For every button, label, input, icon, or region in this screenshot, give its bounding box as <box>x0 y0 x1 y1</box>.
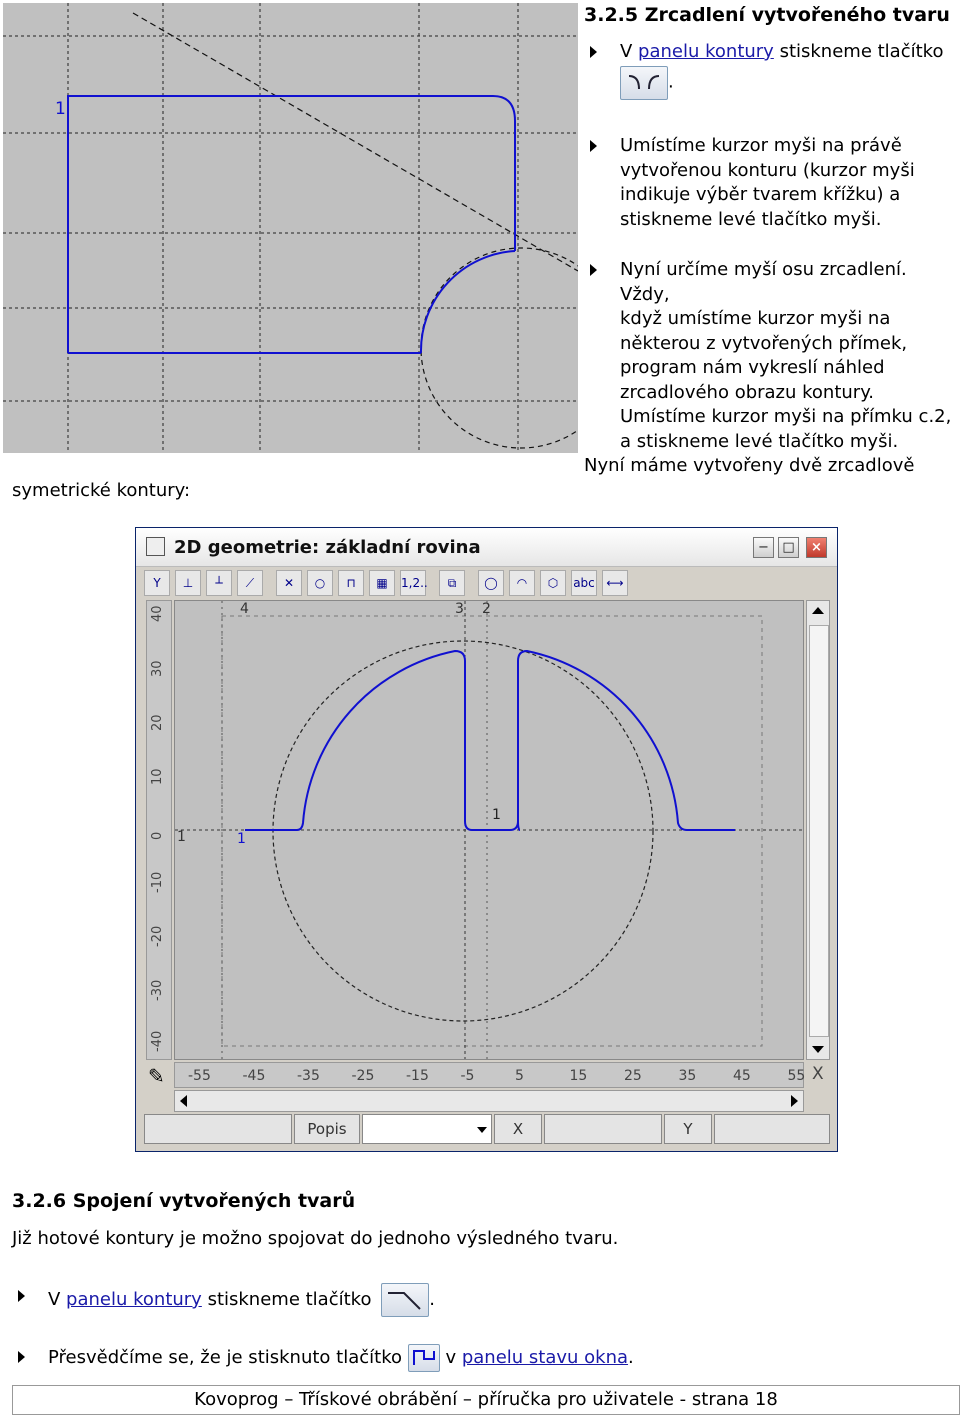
toolbar-button-11[interactable]: ◠ <box>509 570 535 596</box>
toolbar-button-5[interactable]: ○ <box>307 570 333 596</box>
close-button[interactable]: × <box>806 537 827 558</box>
contour-state-icon <box>408 1344 440 1372</box>
bullet-arrow-icon <box>590 264 597 276</box>
join-tool-icon <box>381 1283 429 1317</box>
maximize-button[interactable]: □ <box>778 537 799 558</box>
right-contour <box>472 651 735 830</box>
window-titlebar[interactable] <box>136 528 837 567</box>
section2-bullet-2: Přesvědčíme se, že je stisknuto tlačítko v panelu stavu okna. <box>48 1344 634 1372</box>
scroll-thumb[interactable] <box>809 625 829 1037</box>
plot-label-l1a: 1 <box>177 829 186 845</box>
x-coordinate-field <box>544 1114 662 1144</box>
toolbar-button-6[interactable]: ⊓ <box>338 570 364 596</box>
scroll-down-icon[interactable] <box>812 1046 824 1053</box>
pencil-icon[interactable]: ✎ <box>148 1064 165 1088</box>
bullet-3-text: Nyní určíme myší osu zrcadlení. Vždy, když umístíme kurzor myši na některou z vytvořených přímek, program nám vykreslí náhled zrcadlového obrazu kontury. Umístíme kurzor myši na přímku c.2, a stiskneme levé tlačítko myši. <box>620 259 952 452</box>
scroll-right-icon[interactable] <box>791 1095 798 1107</box>
dashed-circle <box>273 641 653 1021</box>
result-text-line1: Nyní máme vytvořeny dvě zrcadlově <box>584 455 915 476</box>
y-tick-label: 0 <box>150 831 165 840</box>
toolbar-button-12[interactable]: ⬡ <box>540 570 566 596</box>
toolbar-button-4[interactable]: ✕ <box>276 570 302 596</box>
toolbar-button-0[interactable]: Y <box>144 570 170 596</box>
contour-label: 1 <box>55 99 66 119</box>
y-tick-label: 30 <box>150 660 165 677</box>
section-heading-3-2-5: 3.2.5 Zrcadlení vytvořeného tvaru <box>584 4 950 26</box>
x-tick-label: -5 <box>460 1068 475 1084</box>
bullet-1-text: V panelu kontury stiskneme tlačítko <box>620 41 944 62</box>
plot-area <box>174 600 804 1060</box>
y-tick-label: -10 <box>150 871 165 893</box>
y-tick-label: -30 <box>150 979 165 1001</box>
plot-label-l1c: 1 <box>492 807 501 823</box>
x-tick-label: 5 <box>515 1068 524 1084</box>
page-footer: Kovoprog – Třískové obrábění – příručka pro uživatele - strana 18 <box>12 1385 960 1415</box>
popis-select[interactable] <box>362 1114 492 1144</box>
y-tick-label: 40 <box>150 605 165 622</box>
status-empty <box>144 1114 292 1144</box>
x-tick-label: -45 <box>242 1068 266 1084</box>
x-coordinate-label: X <box>494 1114 542 1144</box>
toolbar-button-8[interactable]: 1,2.. <box>400 570 426 596</box>
y-tick-label: -40 <box>150 1030 165 1052</box>
mirror-tool-icon <box>620 66 668 100</box>
x-tick-label: 45 <box>733 1068 751 1084</box>
x-tick-label: 55 <box>787 1068 806 1084</box>
toolbar-button-7[interactable]: ▦ <box>369 570 395 596</box>
x-axis-label: X <box>812 1064 824 1084</box>
vertical-scrollbar[interactable] <box>806 600 830 1060</box>
x-tick-label: 25 <box>624 1068 642 1084</box>
geometry-window <box>135 527 838 1152</box>
x-tick-label: 35 <box>678 1068 697 1084</box>
x-tick-label: 15 <box>569 1068 588 1084</box>
y-tick-label: 10 <box>150 768 165 785</box>
mirror-button-image: . <box>620 66 674 100</box>
x-tick-label: -25 <box>351 1068 375 1084</box>
plot-label-l1b: 1 <box>237 831 246 847</box>
toolbar-button-1[interactable]: ⊥ <box>175 570 201 596</box>
section2-bullet-1: V panelu kontury stiskneme tlačítko . <box>48 1283 435 1317</box>
x-tick-label: -55 <box>188 1068 211 1084</box>
section-heading-3-2-6: 3.2.6 Spojení vytvořených tvarů <box>12 1190 356 1212</box>
y-tick-label: -20 <box>150 925 165 947</box>
plot-label-l4: 4 <box>240 601 249 617</box>
y-coordinate-field <box>714 1114 830 1144</box>
toolbar-button-14[interactable]: ⟷ <box>602 570 628 596</box>
link-panel-stavu-okna[interactable]: panelu stavu okna <box>461 1347 629 1368</box>
bullet-arrow-icon <box>18 1290 25 1302</box>
bullet-arrow-icon <box>18 1351 25 1363</box>
toolbar-button-3[interactable]: ⟋ <box>237 570 263 596</box>
left-contour <box>245 651 472 830</box>
result-text-line2: symetrické kontury: <box>12 480 191 501</box>
chevron-down-icon[interactable] <box>477 1127 487 1133</box>
plot-label-l2: 2 <box>482 601 491 617</box>
y-tick-label: 20 <box>150 714 165 731</box>
x-tick-label: -35 <box>297 1068 320 1084</box>
scroll-left-icon[interactable] <box>180 1095 187 1107</box>
x-ruler <box>174 1062 804 1088</box>
bullet-arrow-icon <box>590 140 597 152</box>
toolbar-button-9[interactable]: ⧉ <box>439 570 465 596</box>
popis-button[interactable]: Popis <box>294 1114 360 1144</box>
top-cad-figure <box>3 3 578 453</box>
app-icon <box>146 537 165 556</box>
y-coordinate-label: Y <box>664 1114 712 1144</box>
toolbar-button-10[interactable]: ◯ <box>478 570 504 596</box>
horizontal-scrollbar[interactable] <box>174 1090 804 1112</box>
bullet-arrow-icon <box>590 46 597 58</box>
top-cad-drawing <box>3 3 578 453</box>
minimize-button[interactable]: − <box>753 537 774 558</box>
plot-label-l3: 3 <box>455 601 464 617</box>
toolbar-button-2[interactable]: ┴ <box>206 570 232 596</box>
link-panel-kontury-2[interactable]: panelu kontury <box>66 1289 202 1310</box>
bullet-2-text: Umístíme kurzor myši na právě vytvořenou konturu (kurzor myši indikuje výběr tvarem křížku) a stiskneme levé tlačítko myši. <box>620 135 915 230</box>
toolbar-button-13[interactable]: abc <box>571 570 597 596</box>
plot-drawing <box>175 601 803 1059</box>
link-panel-kontury[interactable]: panelu kontury <box>638 41 774 62</box>
section2-intro: Již hotové kontury je možno spojovat do jednoho výsledného tvaru. <box>12 1228 619 1249</box>
scroll-up-icon[interactable] <box>812 607 824 614</box>
window-title: 2D geometrie: základní rovina <box>174 537 481 558</box>
x-tick-label: -15 <box>406 1068 429 1084</box>
